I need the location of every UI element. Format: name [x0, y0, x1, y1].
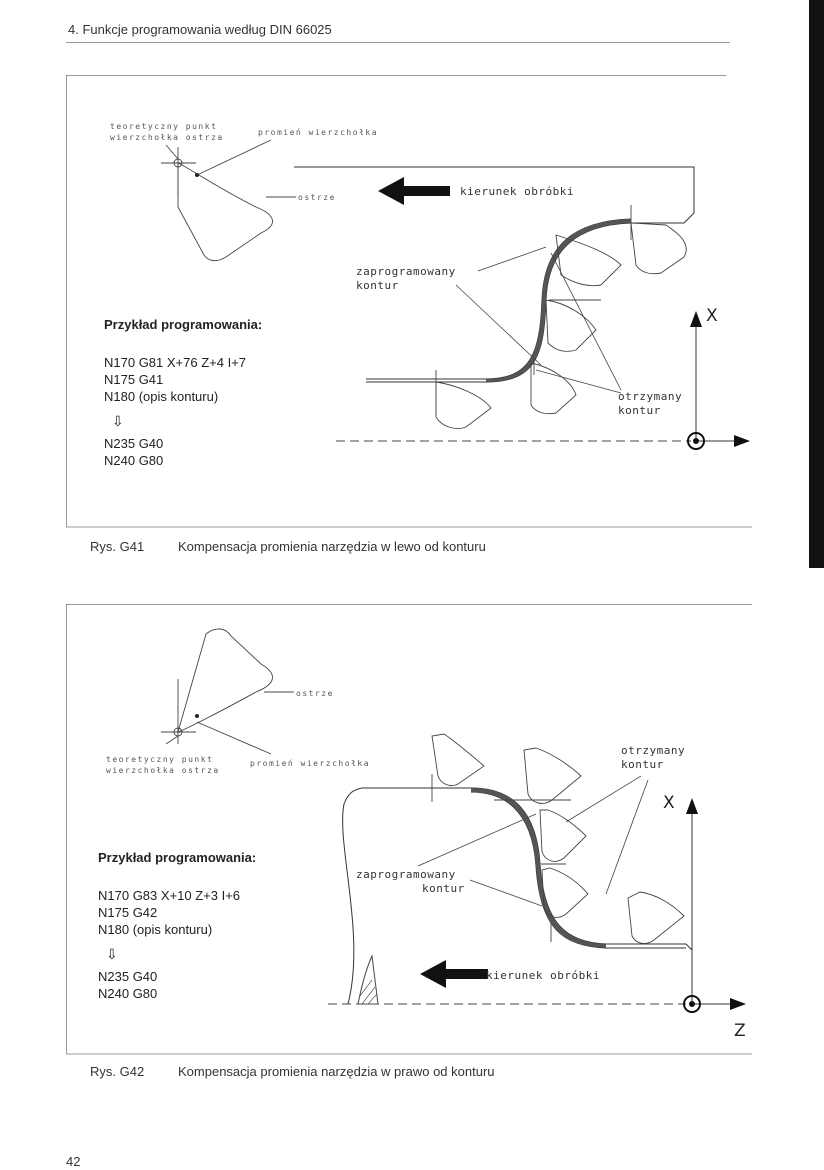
obtained-contour	[471, 792, 686, 948]
label-obtained-contour-2: kontur	[618, 404, 661, 417]
programmed-contour	[366, 219, 631, 379]
caption-g41	[90, 539, 486, 554]
leader-programmed-1	[478, 247, 546, 271]
leader-obtained-1	[566, 776, 641, 822]
program-title: Przykład programowania:	[98, 850, 257, 865]
z-axis-arrow-icon	[734, 435, 750, 447]
label-theoretical-point-2: wierzchołka ostrza	[106, 766, 220, 775]
tool-position-5	[436, 382, 491, 429]
tip-center-dot	[195, 714, 199, 718]
figure-g41	[66, 75, 752, 530]
label-programmed-contour-2: kontur	[422, 882, 465, 895]
tip-center-dot	[195, 173, 199, 177]
leader-obtained-1	[551, 253, 621, 390]
axis-label-z: Z	[734, 1021, 746, 1041]
header-rule	[66, 42, 730, 43]
leader-programmed-1	[418, 814, 536, 866]
origin-dot	[693, 438, 699, 444]
label-machining-direction: kierunek obróbki	[460, 185, 574, 198]
program-line-4: N235 G40	[98, 969, 158, 984]
tip-radius-leader	[197, 722, 271, 754]
label-programmed-contour-2: kontur	[356, 279, 399, 292]
tool-detail	[161, 629, 294, 754]
program-example-g42	[98, 850, 256, 1002]
point-leader	[166, 145, 178, 159]
tool-position-5	[628, 892, 684, 943]
leader-obtained-2	[606, 780, 648, 894]
page-header: 4. Funkcje programowania według DIN 66025	[68, 22, 332, 37]
label-obtained-contour-1: otrzymany	[621, 744, 686, 757]
label-tip-radius: promień wierzchołka	[250, 759, 371, 768]
label-theoretical-point-1: teoretyczny punkt	[106, 755, 214, 764]
caption-number: Rys. G42	[90, 1064, 145, 1079]
label-programmed-contour-1: zaprogramowany	[356, 868, 456, 881]
z-axis-arrow-icon	[730, 998, 746, 1010]
x-axis-arrow-icon	[686, 798, 698, 814]
hatched-compensation-area	[486, 219, 631, 382]
obtained-contour	[366, 223, 631, 382]
axis-label-x: X	[706, 306, 718, 326]
program-title: Przykład programowania:	[104, 317, 263, 332]
tip-radius-leader	[197, 140, 271, 175]
label-cutting-edge: ostrze	[296, 689, 334, 698]
program-line-2: N175 G42	[98, 905, 158, 920]
label-cutting-edge: ostrze	[298, 193, 336, 202]
caption-number: Rys. G41	[90, 539, 145, 554]
program-line-4: N235 G40	[104, 436, 164, 451]
hatched-workpiece-section	[358, 956, 378, 1004]
machining-direction-arrow-icon	[420, 960, 488, 988]
program-example-g41	[104, 317, 262, 469]
caption-g42	[90, 1064, 495, 1079]
program-line-1: N170 G83 X+10 Z+3 I+6	[98, 888, 241, 903]
label-tip-radius: promień wierzchołka	[258, 128, 379, 137]
label-machining-direction: kierunek obróbki	[486, 969, 600, 982]
label-leaders	[456, 247, 621, 393]
workpiece-contours	[294, 167, 694, 382]
program-line-5: N240 G80	[104, 453, 164, 468]
hatched-compensation-area	[471, 788, 606, 948]
continuation-arrow-icon: ⇩	[112, 413, 124, 429]
caption-text: Kompensacja promienia narzędzia w prawo od konturu	[178, 1064, 495, 1079]
axis-label-x: X	[663, 793, 675, 813]
program-line-2: N175 G41	[104, 372, 164, 387]
tool-insert-outline	[178, 629, 272, 732]
label-theoretical-point-1: teoretyczny punkt	[110, 122, 218, 131]
label-programmed-contour-1: zaprogramowany	[356, 265, 456, 278]
tool-position-1	[432, 734, 484, 786]
tool-position-2	[524, 748, 581, 803]
program-line-1: N170 G81 X+76 Z+4 I+7	[104, 355, 247, 370]
point-leader	[166, 736, 178, 744]
leader-programmed-2	[456, 285, 541, 365]
machining-direction-arrow-icon	[378, 177, 450, 205]
leader-programmed-2	[470, 880, 542, 906]
tool-position-3	[540, 810, 586, 861]
tool-insert-outline	[178, 163, 272, 261]
program-line-3: N180 (opis konturu)	[98, 922, 213, 937]
page-number: 42	[66, 1154, 81, 1169]
tool-position-1	[631, 223, 686, 274]
tool-detail	[161, 140, 296, 261]
label-obtained-contour-1: otrzymany	[618, 390, 683, 403]
label-obtained-contour-2: kontur	[621, 758, 664, 771]
programmed-contour	[471, 788, 692, 999]
program-line-5: N240 G80	[98, 986, 158, 1001]
origin-dot	[689, 1001, 695, 1007]
program-line-3: N180 (opis konturu)	[104, 389, 219, 404]
leader-obtained-2	[536, 370, 621, 393]
continuation-arrow-icon: ⇩	[106, 946, 118, 962]
figure-g42	[66, 604, 752, 1056]
x-axis-arrow-icon	[690, 311, 702, 327]
caption-text: Kompensacja promienia narzędzia w lewo od konturu	[178, 539, 486, 554]
label-theoretical-point-2: wierzchołka ostrza	[110, 133, 224, 142]
edge-marker-bar	[809, 0, 824, 568]
